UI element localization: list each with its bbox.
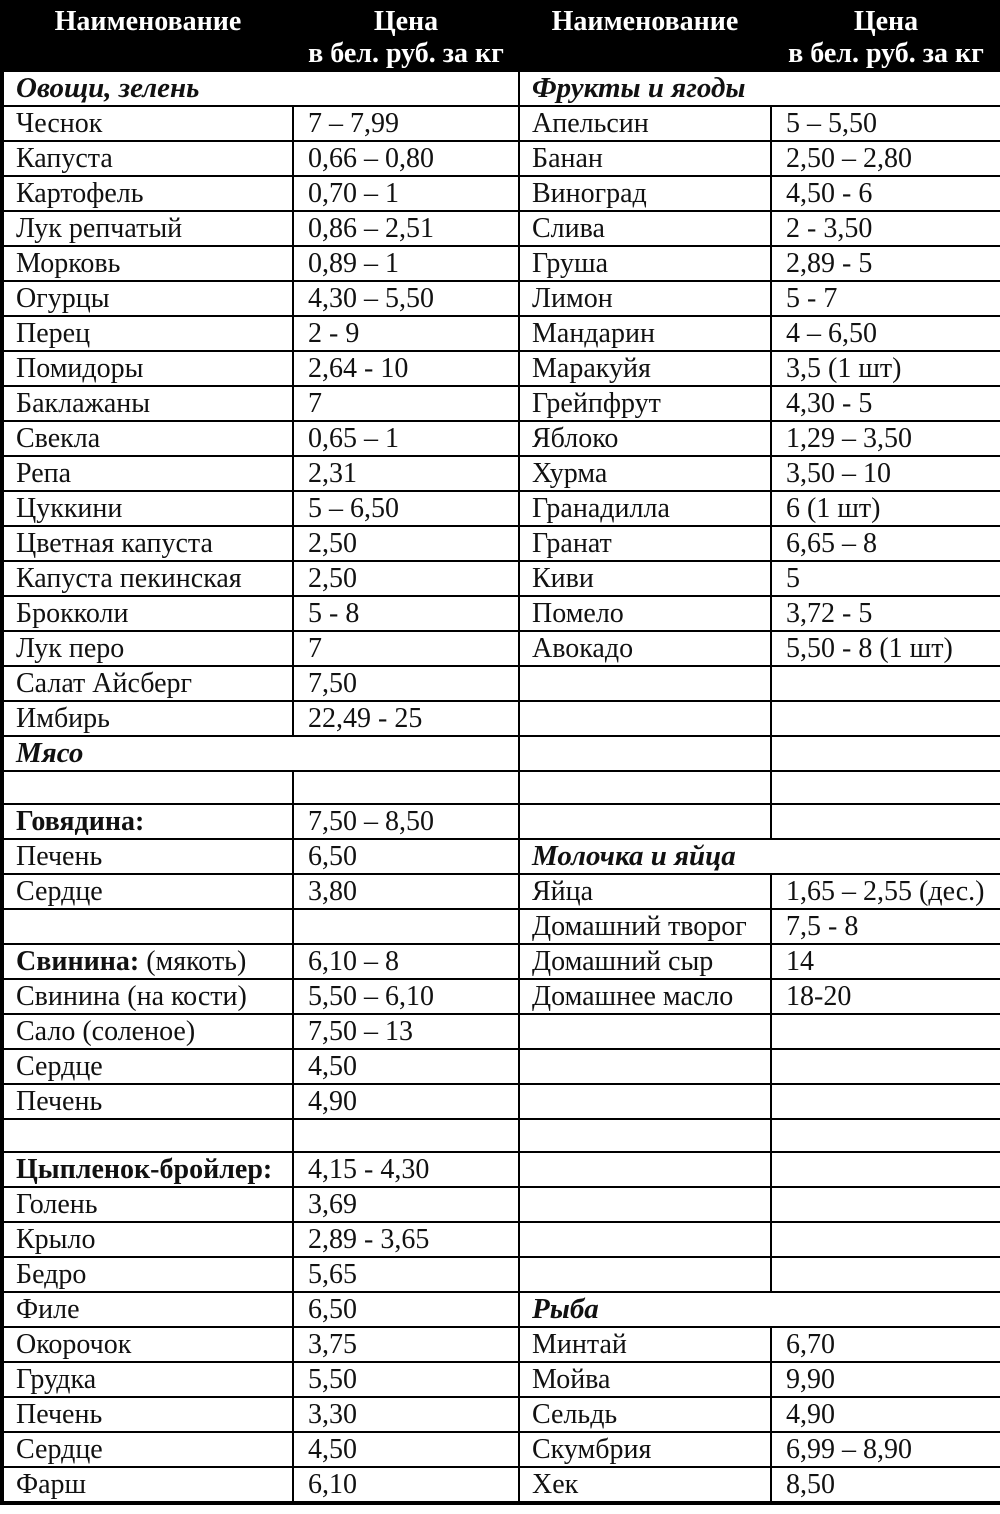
- section-header: Рыба: [519, 1292, 1000, 1327]
- empty-price-cell: [771, 1222, 1000, 1257]
- item-name-cell: Маракуйя: [519, 351, 771, 386]
- item-name-cell: Крыло: [2, 1222, 293, 1257]
- empty-name-cell: [2, 1119, 293, 1152]
- table-row: [2, 71, 1000, 106]
- empty-name-cell: [519, 771, 771, 804]
- empty-price-cell: [771, 1084, 1000, 1119]
- table-row: [2, 1292, 1000, 1327]
- item-name-cell: Груша: [519, 246, 771, 281]
- item-price-cell: 3,5 (1 шт): [771, 351, 1000, 386]
- empty-name-cell: [519, 666, 771, 701]
- item-price-cell: 7,50 – 8,50: [293, 804, 519, 839]
- empty-name-cell: [519, 1152, 771, 1187]
- table-row: [2, 736, 1000, 771]
- table-row: [2, 1327, 1000, 1362]
- empty-price-cell: [771, 804, 1000, 839]
- empty-name-cell: [519, 1119, 771, 1152]
- table-body: [2, 71, 1000, 1503]
- item-name-cell: Салат Айсберг: [2, 666, 293, 701]
- item-price-cell: 4 – 6,50: [771, 316, 1000, 351]
- item-price-cell: 2,50: [293, 561, 519, 596]
- item-price-cell: 3,72 - 5: [771, 596, 1000, 631]
- item-price-cell: 4,30 - 5: [771, 386, 1000, 421]
- header-name-right-label: Наименование: [551, 6, 739, 37]
- item-price-cell: 5,50 – 6,10: [293, 979, 519, 1014]
- item-name-cell: Сердце: [2, 1049, 293, 1084]
- item-price-cell: 0,65 – 1: [293, 421, 519, 456]
- item-price-cell: 2,89 - 3,65: [293, 1222, 519, 1257]
- empty-price-cell: [771, 666, 1000, 701]
- item-name-cell: Сердце: [2, 874, 293, 909]
- empty-name-cell: [2, 771, 293, 804]
- item-name-cell: Цветная капуста: [2, 526, 293, 561]
- table-row: [2, 561, 1000, 596]
- table-row: [2, 979, 1000, 1014]
- table-row: [2, 246, 1000, 281]
- table-row: [2, 909, 1000, 944]
- empty-price-cell: [771, 1187, 1000, 1222]
- item-price-cell: 2,31: [293, 456, 519, 491]
- item-name-cell: Скумбрия: [519, 1432, 771, 1467]
- item-price-cell: 5,50: [293, 1362, 519, 1397]
- header-price-right: [771, 2, 1000, 71]
- item-name-cell: Грудка: [2, 1362, 293, 1397]
- empty-price-cell: [771, 771, 1000, 804]
- section-header: Молочка и яйца: [519, 839, 1000, 874]
- table-row: [2, 1257, 1000, 1292]
- empty-price-cell: [771, 701, 1000, 736]
- table-header: [2, 2, 1000, 71]
- item-price-cell: 6,99 – 8,90: [771, 1432, 1000, 1467]
- item-price-cell: 6,50: [293, 1292, 519, 1327]
- empty-price-cell: [771, 1119, 1000, 1152]
- item-name-cell: Сало (соленое): [2, 1014, 293, 1049]
- item-price-cell: 0,86 – 2,51: [293, 211, 519, 246]
- item-name-cell: Имбирь: [2, 701, 293, 736]
- item-name-cell: Слива: [519, 211, 771, 246]
- table-row: [2, 874, 1000, 909]
- table-row: [2, 1084, 1000, 1119]
- item-name-cell: Хурма: [519, 456, 771, 491]
- item-price-cell: 7,5 - 8: [771, 909, 1000, 944]
- table-row: [2, 386, 1000, 421]
- item-price-cell: 3,50 – 10: [771, 456, 1000, 491]
- item-price-cell: 7,50: [293, 666, 519, 701]
- table-row: [2, 701, 1000, 736]
- item-name-cell: Брокколи: [2, 596, 293, 631]
- item-name-cell: Хек: [519, 1467, 771, 1503]
- item-name-cell: Цыпленок-бройлер:: [2, 1152, 293, 1187]
- empty-price-cell: [293, 909, 519, 944]
- item-name-cell: Помело: [519, 596, 771, 631]
- item-name-cell: Лук перо: [2, 631, 293, 666]
- empty-name-cell: [2, 909, 293, 944]
- item-price-cell: 5 - 8: [293, 596, 519, 631]
- item-name-cell: Окорочок: [2, 1327, 293, 1362]
- item-price-cell: 2 - 9: [293, 316, 519, 351]
- table-row: [2, 1119, 1000, 1152]
- item-price-cell: 5,65: [293, 1257, 519, 1292]
- item-price-cell: 6,50: [293, 839, 519, 874]
- table-row: [2, 839, 1000, 874]
- table-row: [2, 666, 1000, 701]
- empty-name-cell: [519, 1049, 771, 1084]
- table-row: [2, 944, 1000, 979]
- item-name-cell: Лук репчатый: [2, 211, 293, 246]
- item-name-cell: Сельдь: [519, 1397, 771, 1432]
- empty-name-cell: [519, 1187, 771, 1222]
- table-row: [2, 281, 1000, 316]
- item-name-cell: Гранадилла: [519, 491, 771, 526]
- table-row: [2, 1014, 1000, 1049]
- table-row: [2, 1152, 1000, 1187]
- item-price-cell: 4,50: [293, 1432, 519, 1467]
- item-price-cell: 6,65 – 8: [771, 526, 1000, 561]
- item-price-cell: 7: [293, 631, 519, 666]
- item-price-cell: 2,50 – 2,80: [771, 141, 1000, 176]
- item-name-cell: Грейпфрут: [519, 386, 771, 421]
- empty-price-cell: [771, 1049, 1000, 1084]
- item-price-cell: 18-20: [771, 979, 1000, 1014]
- item-price-cell: 2,64 - 10: [293, 351, 519, 386]
- header-price-left-line1: Цена: [373, 6, 439, 37]
- item-name-cell: Лимон: [519, 281, 771, 316]
- table-row: [2, 491, 1000, 526]
- item-name-cell: Авокадо: [519, 631, 771, 666]
- empty-price-cell: [771, 1014, 1000, 1049]
- table-row: [2, 596, 1000, 631]
- section-header: Фрукты и ягоды: [519, 71, 1000, 106]
- empty-price-cell: [771, 1257, 1000, 1292]
- item-price-cell: 14: [771, 944, 1000, 979]
- item-name-cell: Морковь: [2, 246, 293, 281]
- item-price-cell: 8,50: [771, 1467, 1000, 1503]
- item-name-cell: Киви: [519, 561, 771, 596]
- item-price-cell: 4,90: [293, 1084, 519, 1119]
- item-price-cell: 5 – 6,50: [293, 491, 519, 526]
- item-name-cell: Бедро: [2, 1257, 293, 1292]
- header-price-right-line2: в бел. руб. за кг: [788, 38, 984, 69]
- item-price-cell: 22,49 - 25: [293, 701, 519, 736]
- item-price-cell: 4,90: [771, 1397, 1000, 1432]
- item-price-cell: 1,29 – 3,50: [771, 421, 1000, 456]
- item-name-cell: Капуста: [2, 141, 293, 176]
- item-price-cell: 0,66 – 0,80: [293, 141, 519, 176]
- item-name-cell: Мандарин: [519, 316, 771, 351]
- item-price-cell: 6,10: [293, 1467, 519, 1503]
- item-name-cell: Свинина (на кости): [2, 979, 293, 1014]
- item-name-cell: Перец: [2, 316, 293, 351]
- empty-name-cell: [519, 1222, 771, 1257]
- table-row: [2, 211, 1000, 246]
- item-price-cell: 6 (1 шт): [771, 491, 1000, 526]
- item-price-cell: 3,30: [293, 1397, 519, 1432]
- item-name-cell: Свекла: [2, 421, 293, 456]
- header-price-right-line1: Цена: [853, 6, 919, 37]
- table-row: [2, 1222, 1000, 1257]
- item-price-cell: 7 – 7,99: [293, 106, 519, 141]
- item-price-cell: 1,65 – 2,55 (дес.): [771, 874, 1000, 909]
- table-row: [2, 1362, 1000, 1397]
- empty-price-cell: [293, 1119, 519, 1152]
- empty-name-cell: [519, 1084, 771, 1119]
- item-name-cell: Печень: [2, 839, 293, 874]
- empty-name-cell: [519, 736, 771, 771]
- item-name-cell: Домашний творог: [519, 909, 771, 944]
- item-name-cell: Чеснок: [2, 106, 293, 141]
- empty-name-cell: [519, 804, 771, 839]
- item-price-cell: 7: [293, 386, 519, 421]
- table-row: [2, 1049, 1000, 1084]
- header-row: [2, 2, 1000, 71]
- empty-price-cell: [293, 771, 519, 804]
- table-row: [2, 316, 1000, 351]
- table-row: [2, 526, 1000, 561]
- item-price-cell: 3,75: [293, 1327, 519, 1362]
- item-price-cell: 4,50: [293, 1049, 519, 1084]
- item-name-cell: Яйца: [519, 874, 771, 909]
- item-name-cell: Печень: [2, 1084, 293, 1119]
- section-header: Овощи, зелень: [2, 71, 519, 106]
- item-price-cell: 2,89 - 5: [771, 246, 1000, 281]
- empty-name-cell: [519, 1257, 771, 1292]
- item-price-cell: 5,50 - 8 (1 шт): [771, 631, 1000, 666]
- table-row: [2, 1467, 1000, 1503]
- item-price-cell: 6,10 – 8: [293, 944, 519, 979]
- item-name-cell: Яблоко: [519, 421, 771, 456]
- item-price-cell: 4,50 - 6: [771, 176, 1000, 211]
- header-price-left: [293, 2, 519, 71]
- item-name-cell: Минтай: [519, 1327, 771, 1362]
- table-row: [2, 631, 1000, 666]
- item-name-cell: Огурцы: [2, 281, 293, 316]
- item-price-cell: 2 - 3,50: [771, 211, 1000, 246]
- item-name-cell: Гранат: [519, 526, 771, 561]
- item-price-cell: 5 - 7: [771, 281, 1000, 316]
- item-name-cell: Филе: [2, 1292, 293, 1327]
- table-row: [2, 176, 1000, 211]
- empty-price-cell: [771, 1152, 1000, 1187]
- item-name-cell: Говядина:: [2, 804, 293, 839]
- table-row: [2, 456, 1000, 491]
- item-name-cell: Мойва: [519, 1362, 771, 1397]
- table-row: [2, 421, 1000, 456]
- item-name-cell: Помидоры: [2, 351, 293, 386]
- header-price-left-line2: в бел. руб. за кг: [308, 38, 504, 69]
- section-header: Мясо: [2, 736, 519, 771]
- item-price-cell: 5: [771, 561, 1000, 596]
- table-row: [2, 1432, 1000, 1467]
- item-price-cell: 0,70 – 1: [293, 176, 519, 211]
- item-name-cell: Домашний сыр: [519, 944, 771, 979]
- table-row: [2, 771, 1000, 804]
- item-name-cell: Печень: [2, 1397, 293, 1432]
- table-row: [2, 141, 1000, 176]
- item-name-cell: Капуста пекинская: [2, 561, 293, 596]
- table-row: [2, 106, 1000, 141]
- empty-price-cell: [771, 736, 1000, 771]
- empty-name-cell: [519, 701, 771, 736]
- item-name-cell: Свинина: (мякоть): [2, 944, 293, 979]
- header-name-left: [2, 2, 293, 71]
- item-name-cell: Сердце: [2, 1432, 293, 1467]
- item-price-cell: 0,89 – 1: [293, 246, 519, 281]
- table-row: [2, 804, 1000, 839]
- item-price-cell: 3,80: [293, 874, 519, 909]
- empty-name-cell: [519, 1014, 771, 1049]
- table-row: [2, 1187, 1000, 1222]
- item-price-cell: 7,50 – 13: [293, 1014, 519, 1049]
- table-row: [2, 1397, 1000, 1432]
- item-name-cell: Цуккини: [2, 491, 293, 526]
- item-price-cell: 9,90: [771, 1362, 1000, 1397]
- item-name-cell: Голень: [2, 1187, 293, 1222]
- header-name-right: [519, 2, 771, 71]
- item-name-cell: Апельсин: [519, 106, 771, 141]
- item-name-cell: Репа: [2, 456, 293, 491]
- item-name-cell: Виноград: [519, 176, 771, 211]
- item-price-cell: 4,30 – 5,50: [293, 281, 519, 316]
- item-name-cell: Банан: [519, 141, 771, 176]
- item-price-cell: 3,69: [293, 1187, 519, 1222]
- item-price-cell: 6,70: [771, 1327, 1000, 1362]
- item-name-cell: Картофель: [2, 176, 293, 211]
- item-name-cell: Фарш: [2, 1467, 293, 1503]
- item-name-cell: Домашнее масло: [519, 979, 771, 1014]
- item-name-cell: Баклажаны: [2, 386, 293, 421]
- header-name-left-label: Наименование: [54, 6, 242, 37]
- item-price-cell: 5 – 5,50: [771, 106, 1000, 141]
- item-price-cell: 2,50: [293, 526, 519, 561]
- table-row: [2, 351, 1000, 386]
- item-price-cell: 4,15 - 4,30: [293, 1152, 519, 1187]
